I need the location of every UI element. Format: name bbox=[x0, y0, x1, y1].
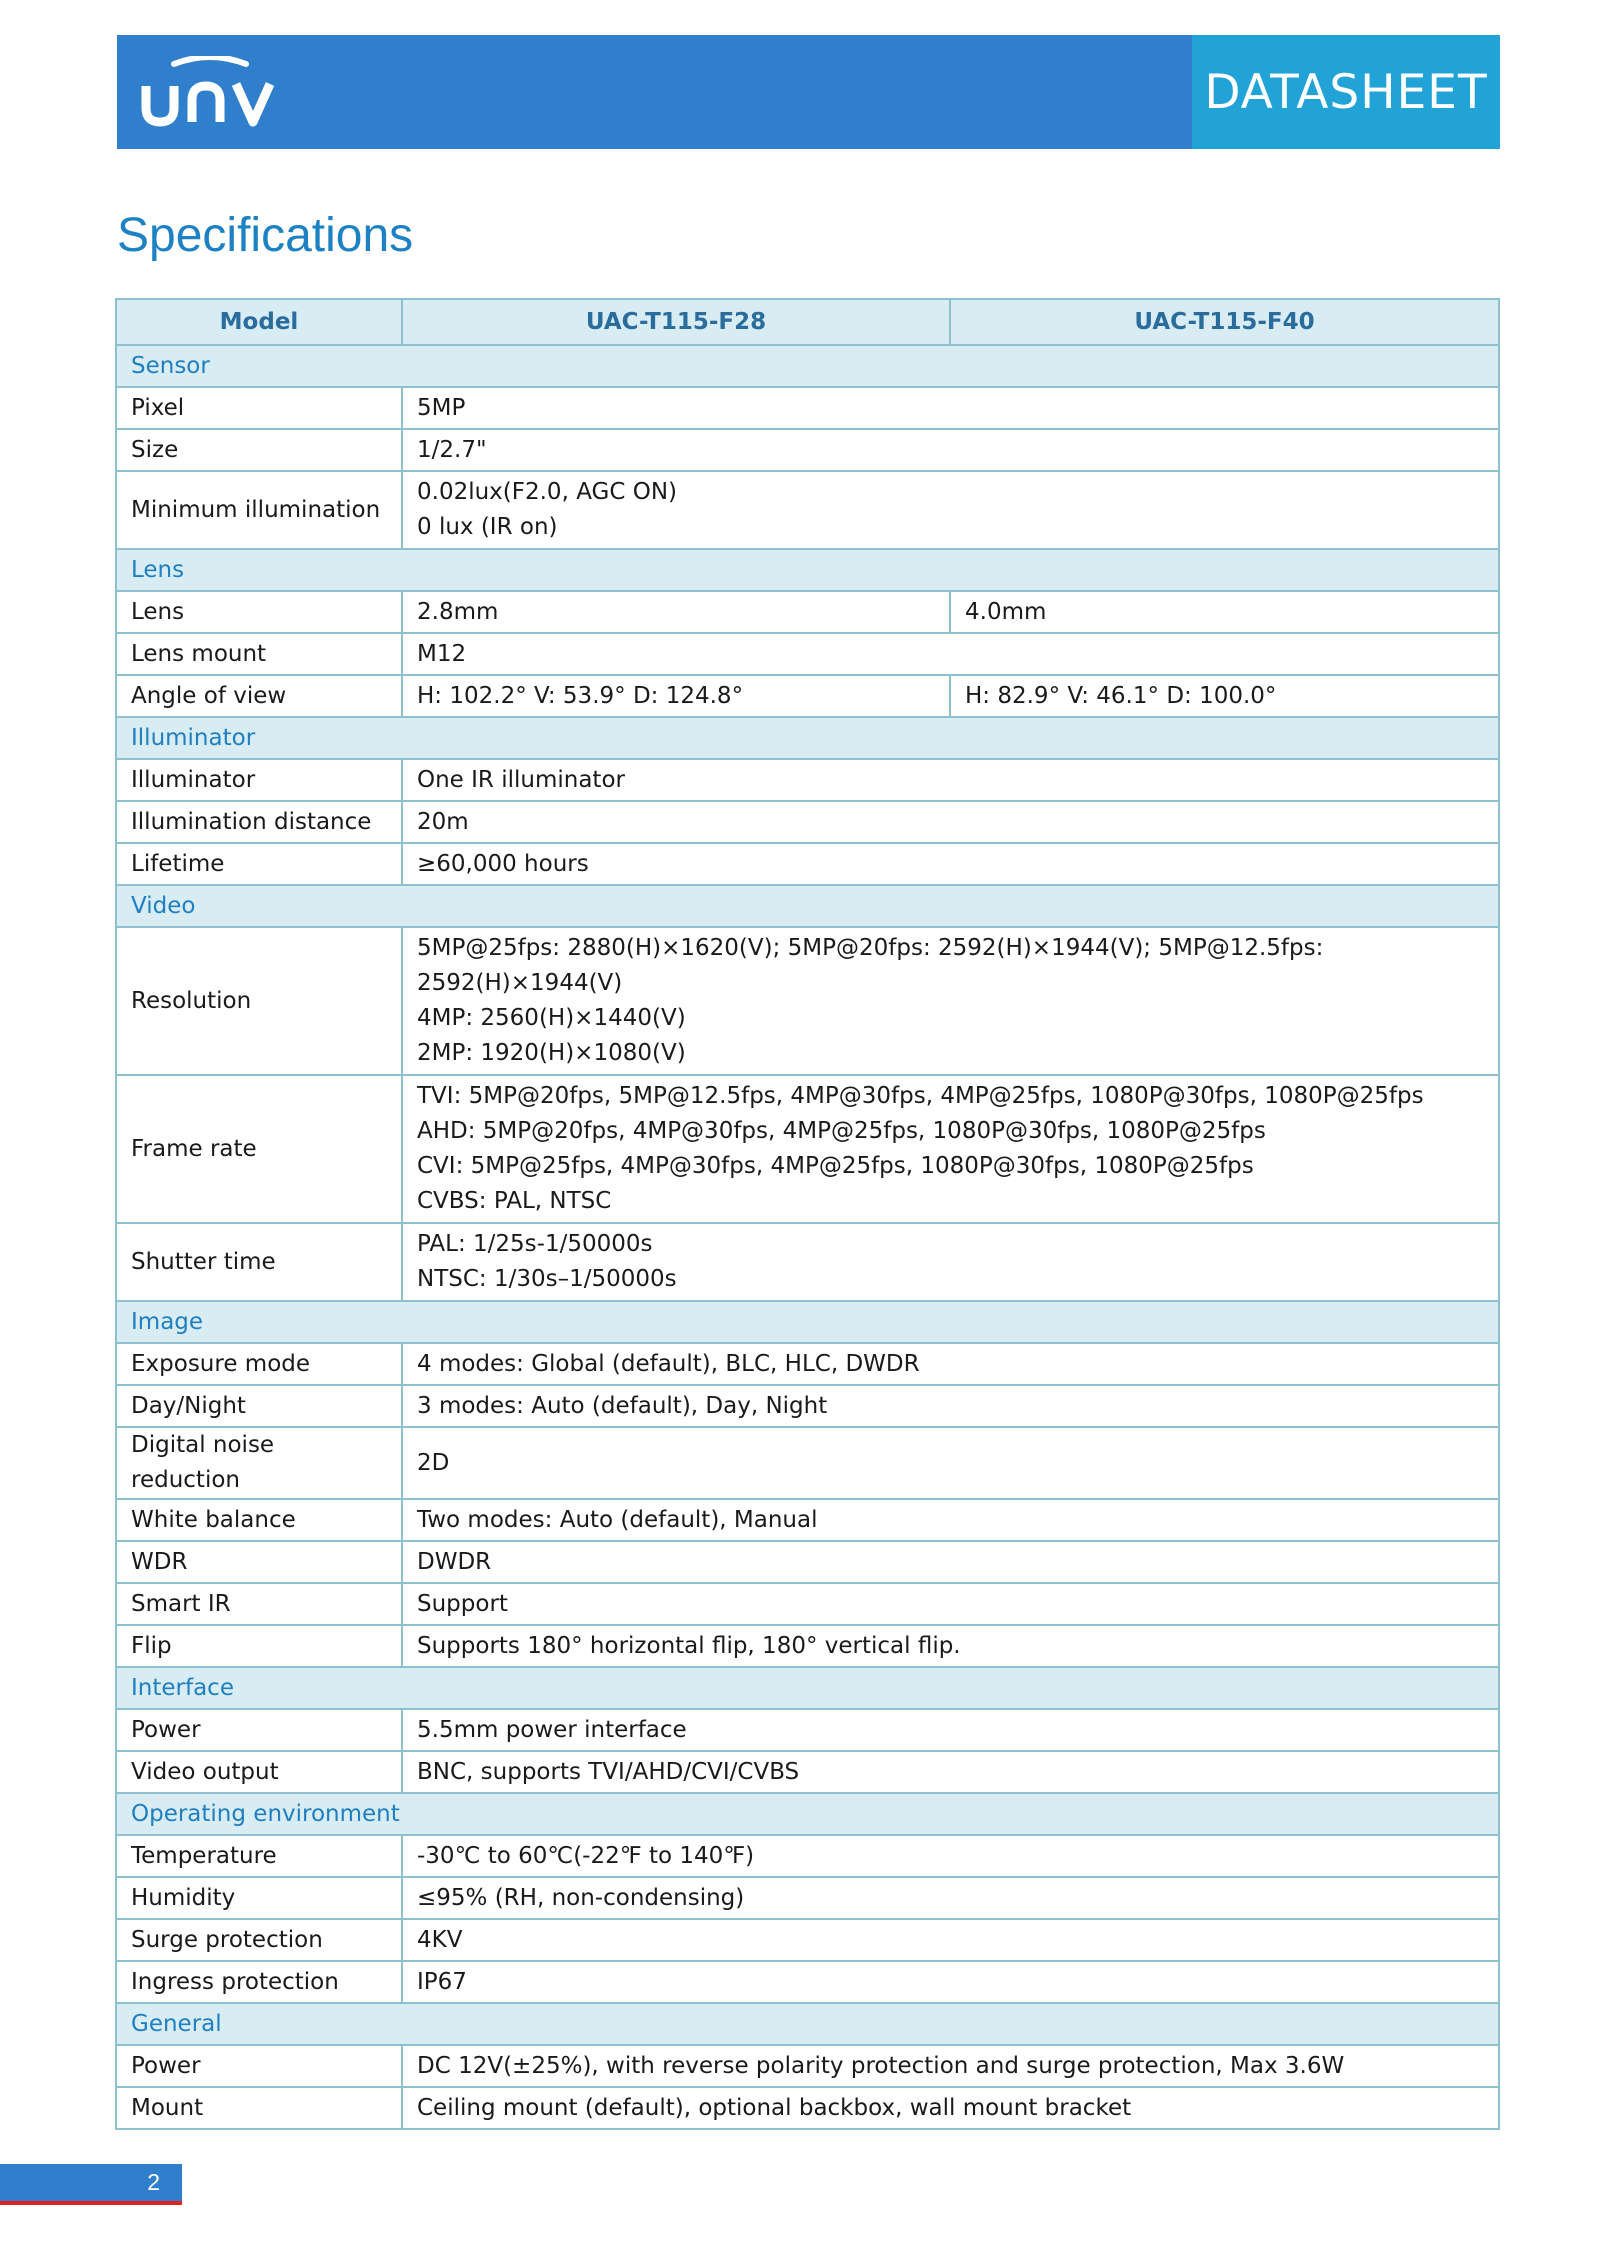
section-title: Operating environment bbox=[116, 1793, 1499, 1835]
section-title: Sensor bbox=[116, 345, 1499, 387]
row-label: Digital noise reduction bbox=[116, 1427, 402, 1499]
header-model: Model bbox=[116, 299, 402, 345]
row-value: Supports 180° horizontal flip, 180° vertical flip. bbox=[402, 1625, 1499, 1667]
row-label: Temperature bbox=[116, 1835, 402, 1877]
section-title: Video bbox=[116, 885, 1499, 927]
section-row bbox=[116, 1301, 1499, 1343]
row-label: Exposure mode bbox=[116, 1343, 402, 1385]
row-value: DC 12V(±25%), with reverse polarity protection and surge protection, Max 3.6W bbox=[402, 2045, 1499, 2087]
row-label: Day/Night bbox=[116, 1385, 402, 1427]
row-value: M12 bbox=[402, 633, 1499, 675]
header-model-f40: UAC-T115-F40 bbox=[950, 299, 1499, 345]
table-row bbox=[116, 1583, 1499, 1625]
row-label: Ingress protection bbox=[116, 1961, 402, 2003]
table-row bbox=[116, 2045, 1499, 2087]
row-label: Size bbox=[116, 429, 402, 471]
row-label: Surge protection bbox=[116, 1919, 402, 1961]
table-row bbox=[116, 591, 1499, 633]
row-label: Flip bbox=[116, 1625, 402, 1667]
table-row bbox=[116, 1625, 1499, 1667]
row-value: TVI: 5MP@20fps, 5MP@12.5fps, 4MP@30fps, 4MP@25fps, 1080P@30fps, 1080P@25fps AHD: 5MP@20fps, 4MP@30fps, 4MP@25fps, 1080P@30fps, 1080P@25fps CVI: 5MP@25fps, 4MP@30fps, 4MP@25fps, 1080P@30fps, 1080P@25fps CVBS: PAL, NTSC bbox=[402, 1075, 1499, 1223]
table-row bbox=[116, 1919, 1499, 1961]
row-value: 2.8mm bbox=[402, 591, 950, 633]
row-value: DWDR bbox=[402, 1541, 1499, 1583]
table-row bbox=[116, 759, 1499, 801]
row-label: Angle of view bbox=[116, 675, 402, 717]
table-row bbox=[116, 387, 1499, 429]
table-row bbox=[116, 1075, 1499, 1223]
row-value: 2D bbox=[402, 1427, 1499, 1499]
table-body bbox=[116, 345, 1499, 2129]
header-model-f28: UAC-T115-F28 bbox=[402, 299, 950, 345]
row-value: 1/2.7" bbox=[402, 429, 1499, 471]
section-row bbox=[116, 885, 1499, 927]
row-value: BNC, supports TVI/AHD/CVI/CVBS bbox=[402, 1751, 1499, 1793]
table-row bbox=[116, 1835, 1499, 1877]
table-row bbox=[116, 1961, 1499, 2003]
section-row bbox=[116, 549, 1499, 591]
section-row bbox=[116, 2003, 1499, 2045]
footer-red-line bbox=[0, 2201, 182, 2205]
table-row bbox=[116, 471, 1499, 549]
table-row bbox=[116, 633, 1499, 675]
row-value: 20m bbox=[402, 801, 1499, 843]
row-label: Illuminator bbox=[116, 759, 402, 801]
row-label: Resolution bbox=[116, 927, 402, 1075]
row-label: Video output bbox=[116, 1751, 402, 1793]
row-label: White balance bbox=[116, 1499, 402, 1541]
page-number: 2 bbox=[0, 2164, 182, 2201]
table-row bbox=[116, 1427, 1499, 1499]
row-value: 5MP@25fps: 2880(H)×1620(V); 5MP@20fps: 2592(H)×1944(V); 5MP@12.5fps: 2592(H)×1944(V) 4MP: 2560(H)×1440(V) 2MP: 1920(H)×1080(V) bbox=[402, 927, 1499, 1075]
section-row bbox=[116, 1667, 1499, 1709]
row-value: H: 82.9° V: 46.1° D: 100.0° bbox=[950, 675, 1499, 717]
row-label: Humidity bbox=[116, 1877, 402, 1919]
datasheet-badge bbox=[1192, 35, 1500, 149]
row-value: 0.02lux(F2.0, AGC ON) 0 lux (IR on) bbox=[402, 471, 1499, 549]
row-value: -30℃ to 60℃(-22℉ to 140℉) bbox=[402, 1835, 1499, 1877]
table-row bbox=[116, 1499, 1499, 1541]
unv-logo bbox=[140, 56, 280, 132]
row-label: Lens mount bbox=[116, 633, 402, 675]
table-row bbox=[116, 1751, 1499, 1793]
section-title: Lens bbox=[116, 549, 1499, 591]
row-value: Support bbox=[402, 1583, 1499, 1625]
row-value: ≥60,000 hours bbox=[402, 843, 1499, 885]
table-row bbox=[116, 1385, 1499, 1427]
section-row bbox=[116, 717, 1499, 759]
table-row bbox=[116, 1223, 1499, 1301]
row-value: 4.0mm bbox=[950, 591, 1499, 633]
section-title: Interface bbox=[116, 1667, 1499, 1709]
table-row bbox=[116, 843, 1499, 885]
row-value: ≤95% (RH, non-condensing) bbox=[402, 1877, 1499, 1919]
table-header-row bbox=[116, 299, 1499, 345]
section-title: Illuminator bbox=[116, 717, 1499, 759]
row-value: H: 102.2° V: 53.9° D: 124.8° bbox=[402, 675, 950, 717]
table-row bbox=[116, 2087, 1499, 2129]
row-label: Mount bbox=[116, 2087, 402, 2129]
table-row bbox=[116, 675, 1499, 717]
table-row bbox=[116, 1709, 1499, 1751]
section-title: Image bbox=[116, 1301, 1499, 1343]
row-value: PAL: 1/25s-1/50000s NTSC: 1/30s–1/50000s bbox=[402, 1223, 1499, 1301]
row-label: Pixel bbox=[116, 387, 402, 429]
row-value: 5MP bbox=[402, 387, 1499, 429]
row-value: 4KV bbox=[402, 1919, 1499, 1961]
row-value: One IR illuminator bbox=[402, 759, 1499, 801]
row-label: Power bbox=[116, 2045, 402, 2087]
page-title: Specifications bbox=[117, 209, 414, 262]
table-row bbox=[116, 429, 1499, 471]
datasheet-label: DATASHEET bbox=[1204, 64, 1488, 120]
row-label: WDR bbox=[116, 1541, 402, 1583]
table-row bbox=[116, 1343, 1499, 1385]
row-label: Lifetime bbox=[116, 843, 402, 885]
row-label: Frame rate bbox=[116, 1075, 402, 1223]
row-value: Two modes: Auto (default), Manual bbox=[402, 1499, 1499, 1541]
row-label: Power bbox=[116, 1709, 402, 1751]
row-value: 5.5mm power interface bbox=[402, 1709, 1499, 1751]
table-row bbox=[116, 1877, 1499, 1919]
section-row bbox=[116, 345, 1499, 387]
row-label: Minimum illumination bbox=[116, 471, 402, 549]
section-title: General bbox=[116, 2003, 1499, 2045]
table-row bbox=[116, 927, 1499, 1075]
row-value: IP67 bbox=[402, 1961, 1499, 2003]
row-value: 4 modes: Global (default), BLC, HLC, DWDR bbox=[402, 1343, 1499, 1385]
row-label: Lens bbox=[116, 591, 402, 633]
section-row bbox=[116, 1793, 1499, 1835]
row-value: Ceiling mount (default), optional backbox, wall mount bracket bbox=[402, 2087, 1499, 2129]
row-label: Smart IR bbox=[116, 1583, 402, 1625]
table-row bbox=[116, 801, 1499, 843]
row-value: 3 modes: Auto (default), Day, Night bbox=[402, 1385, 1499, 1427]
row-label: Shutter time bbox=[116, 1223, 402, 1301]
table-row bbox=[116, 1541, 1499, 1583]
row-label: Illumination distance bbox=[116, 801, 402, 843]
specifications-table bbox=[115, 298, 1500, 2130]
